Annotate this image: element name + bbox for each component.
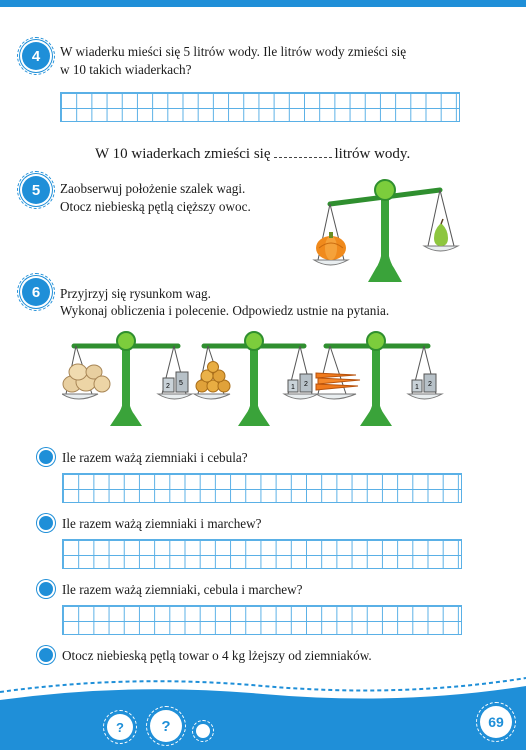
right-pan [424,246,458,251]
question-4-bullet [39,648,53,662]
carrots-icon[interactable] [316,373,360,390]
onions-icon[interactable] [196,362,230,393]
help-symbol: ? [161,717,171,735]
exercise-5-number: 5 [31,181,41,199]
weight-label: 5 [179,380,183,387]
pear-icon[interactable] [434,219,448,246]
help-icon-1 [107,714,133,740]
scale-onions [194,332,318,426]
exercise-5-badge [22,176,50,204]
fruit-balance-scale [310,170,460,285]
top-color-bar [0,0,526,7]
help-icon-2 [150,710,182,742]
weights-icon [288,374,312,392]
exercise-5-line-1: Zaobserwuj położenie szalek wagi. [60,181,246,196]
weight-label: 2 [428,381,432,388]
answer-grid-4[interactable] [60,92,460,122]
weights-icon [412,374,436,392]
weight-label: 2 [304,381,308,388]
exercise-6-line-2: Wykonaj obliczenia i polecenie. Odpowiedz ustnie na pytania. [60,303,390,318]
question-1-text: Ile razem ważą ziemniaki i cebula? [62,450,248,465]
exercise-4-line-2: w 10 takich wiaderkach? [60,62,192,77]
scale-carrots [316,332,442,426]
answer-prefix: W 10 wiaderkach zmieści się [95,146,271,162]
exercise-4-line-1: W wiaderku mieści się 5 litrów wody. Ile litrów wody zmieści się [60,44,407,59]
small-circle-icon [196,724,210,738]
exercise-5-line-2: Otocz niebieską pętlą cięższy owoc. [60,199,251,214]
exercise-6-number: 6 [31,283,41,301]
question-2-bullet [39,516,53,530]
scale-potatoes [62,332,192,426]
answer-grid-q1[interactable] [62,473,462,503]
pumpkin-icon[interactable] [316,232,346,260]
vegetable-scales [62,328,462,428]
question-2-text: Ile razem ważą ziemniaki i marchew? [62,516,262,531]
exercise-6-line-1: Przyjrzyj się rysunkom wag. [60,286,211,301]
exercise-4-number: 4 [31,47,41,65]
answer-suffix: litrów wody. [334,146,411,162]
potatoes-icon[interactable] [63,364,110,392]
exercise-6-badge [22,278,50,306]
question-4-text: Otocz niebieską pętlą towar o 4 kg lżejszy od ziemniaków. [62,648,372,663]
question-1-bullet [39,450,53,464]
answer-grid-q3[interactable] [62,605,462,635]
answer-blank[interactable] [274,145,332,158]
left-pan [314,260,348,265]
page-number [480,706,512,738]
help-symbol: ? [116,719,124,735]
weight-label: 2 [166,383,170,390]
page-number-text: 69 [488,714,504,730]
question-3-text: Ile razem ważą ziemniaki, cebula i marchew? [62,582,303,597]
weight-label: 1 [291,384,295,391]
exercise-4-answer-sentence [95,145,410,163]
question-3-bullet [39,582,53,596]
answer-grid-q2[interactable] [62,539,462,569]
weight-label: 1 [415,384,419,391]
footer-wave [0,676,526,750]
exercise-4-badge [22,42,50,70]
scale-knob [375,180,395,200]
scale-pillar [381,192,389,274]
